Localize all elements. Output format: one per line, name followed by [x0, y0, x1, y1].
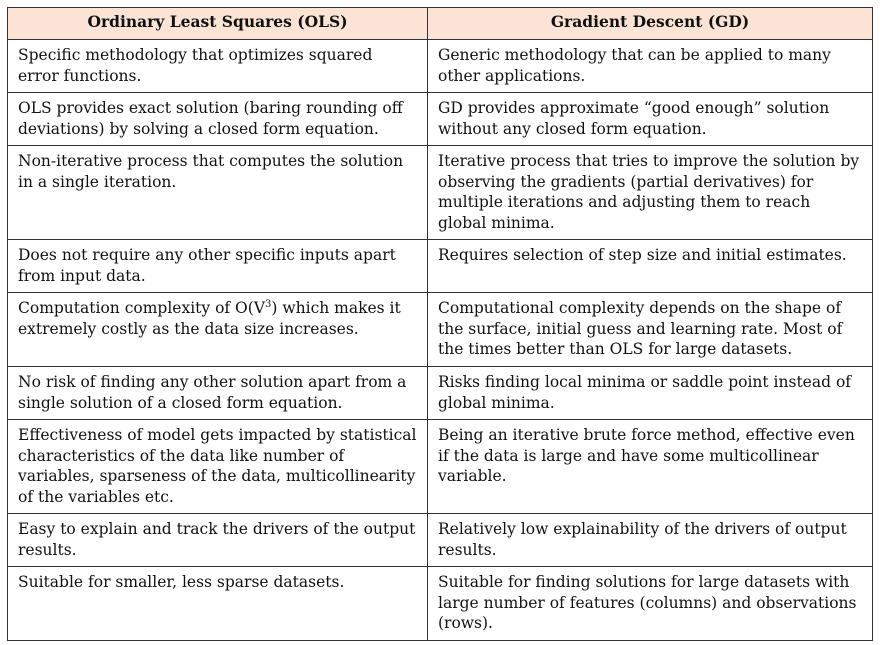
table-header-row: [8, 8, 873, 40]
cell-gd: Relatively low explainability of the drivers of output results.: [428, 514, 873, 567]
cell-gd: Suitable for finding solutions for large datasets with large number of features (columns) and observations (rows).: [428, 567, 873, 641]
cell-ols: Suitable for smaller, less sparse datasets.: [8, 567, 428, 641]
cell-gd: Risks finding local minima or saddle point instead of global minima.: [428, 367, 873, 420]
table-row: [8, 514, 873, 567]
complexity-text-prefix: Computation complexity of O(V: [18, 299, 266, 317]
cell-gd: Generic methodology that can be applied to many other applications.: [428, 40, 873, 93]
cell-ols: Does not require any other specific inputs apart from input data.: [8, 240, 428, 293]
complexity-exponent: 3: [265, 298, 272, 310]
complexity-text-suffix: ) which makes it extremely costly as the data size increases.: [18, 299, 401, 338]
ols-vs-gd-comparison-table: [7, 7, 873, 641]
table-row: [8, 146, 873, 240]
header-gd: Gradient Descent (GD): [428, 8, 873, 40]
comparison-table-container: [7, 7, 872, 641]
cell-gd: Being an iterative brute force method, effective even if the data is large and have some multicollinear variable.: [428, 420, 873, 514]
cell-ols: [8, 293, 428, 367]
table-row: [8, 40, 873, 93]
cell-gd: Iterative process that tries to improve the solution by observing the gradients (partial derivatives) for multiple iterations and adjusting them to reach global minima.: [428, 146, 873, 240]
header-ols: Ordinary Least Squares (OLS): [8, 8, 428, 40]
table-row: [8, 367, 873, 420]
cell-ols: OLS provides exact solution (baring rounding off deviations) by solving a closed form equation.: [8, 93, 428, 146]
table-row: [8, 93, 873, 146]
cell-ols: No risk of finding any other solution apart from a single solution of a closed form equation.: [8, 367, 428, 420]
table-row: [8, 420, 873, 514]
cell-ols: Specific methodology that optimizes squared error functions.: [8, 40, 428, 93]
cell-ols: Non-iterative process that computes the solution in a single iteration.: [8, 146, 428, 240]
cell-gd: Requires selection of step size and initial estimates.: [428, 240, 873, 293]
cell-gd: GD provides approximate “good enough” solution without any closed form equation.: [428, 93, 873, 146]
table-row: [8, 240, 873, 293]
cell-ols: Easy to explain and track the drivers of the output results.: [8, 514, 428, 567]
table-row: [8, 567, 873, 641]
table-row: [8, 293, 873, 367]
cell-ols: Effectiveness of model gets impacted by statistical characteristics of the data like number of variables, sparseness of the data, multicollinearity of the variables etc.: [8, 420, 428, 514]
cell-gd: Computational complexity depends on the shape of the surface, initial guess and learning rate. Most of the times better than OLS for large datasets.: [428, 293, 873, 367]
